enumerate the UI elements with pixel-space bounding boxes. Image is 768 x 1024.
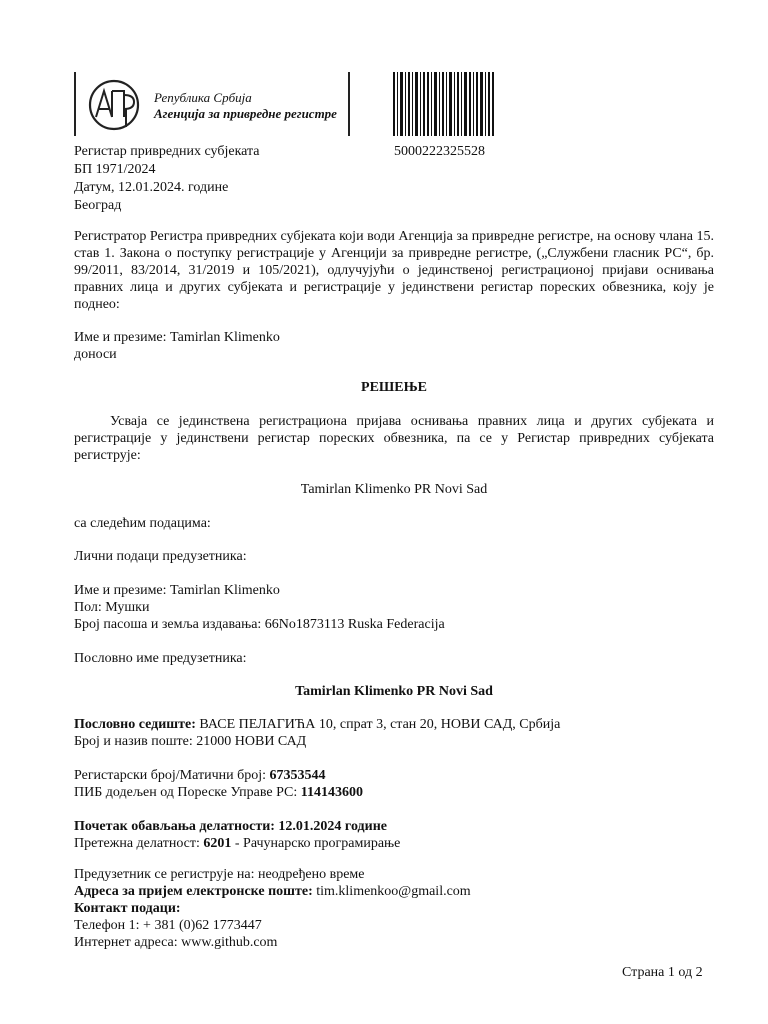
- with-data-line: са следећим подацима:: [74, 516, 211, 531]
- email-label: Адреса за пријем електронске поште:: [74, 884, 313, 899]
- company-name-bold: Tamirlan Klimenko PR Novi Sad: [295, 684, 493, 699]
- seat-value: ВАСЕ ПЕЛАГИЋА 10, спрат 3, стан 20, НОВИ САД, Србија: [199, 717, 561, 732]
- pib-label: ПИБ додељен од Пореске Управе РС:: [74, 785, 298, 800]
- barcode-number: 5000222325528: [394, 144, 485, 159]
- email-line: [74, 883, 471, 900]
- pib-value: 114143600: [300, 785, 364, 800]
- seat-label: Пословно седиште:: [74, 717, 196, 732]
- page-number: Страна 1 од 2: [622, 965, 703, 980]
- personal-passport: Број пасоша и земља издавања: 66No1873113 Ruska Federacija: [74, 617, 445, 632]
- register-name: Регистар привредних субјеката: [74, 144, 260, 159]
- email-value: tim.klimenkoo@gmail.com: [316, 884, 471, 899]
- intro-paragraph: Регистратор Регистра привредних субјеката који води Агенција за привредне регистре, на основу члана 15. став 1. Закона о поступку регистрације у Агенцији за привредне регистре, („Службени гласник РС“, бр. 99/2011, 83/2014, 31/2019 и 105/2021), одлучујући о јединственој регистрационој пријави оснивања правних лица и других субјеката и регистрације у јединствени регистар пореских обвезника, коју је поднео:: [74, 229, 714, 312]
- website-line: Интернет адреса: www.github.com: [74, 935, 278, 950]
- main-activity-desc: - Рачунарско програмирање: [234, 836, 401, 851]
- reg-number-label: Регистарски број/Матични број:: [74, 768, 267, 783]
- company-name-plain: Tamirlan Klimenko PR Novi Sad: [300, 482, 488, 497]
- decision-paragraph: Усваја се јединствена регистрациона пријава оснивања правних лица и других субјеката и регистрације у јединствени регистар пореских обвезника, па се у Регистар привредних субјеката региструје:: [74, 414, 714, 463]
- decision-title: РЕШЕЊЕ: [361, 380, 427, 395]
- seat-line: [74, 716, 560, 733]
- date-line: Датум, 12.01.2024. године: [74, 180, 229, 195]
- main-activity-label: Претежна делатност:: [74, 836, 200, 851]
- personal-sex: Пол: Мушки: [74, 600, 150, 615]
- apr-emblem-icon: [84, 77, 144, 133]
- personal-heading: Лични подаци предузетника:: [74, 549, 247, 564]
- apr-logo-block: [74, 72, 350, 136]
- issues-word: доноси: [74, 347, 117, 362]
- applicant-line: Име и презиме: Tamirlan Klimenko: [74, 330, 280, 345]
- main-activity-code: 6201: [203, 836, 232, 851]
- registration-period-line: Предузетник се региструје на: неодређено време: [74, 867, 365, 882]
- barcode-image: [393, 72, 495, 136]
- main-activity-line: [74, 835, 400, 852]
- personal-name: Име и презиме: Tamirlan Klimenko: [74, 583, 280, 598]
- city-line: Београд: [74, 198, 122, 213]
- case-number: БП 1971/2024: [74, 162, 156, 177]
- logo-agency-text: Агенција за привредне регистре: [154, 106, 337, 121]
- phone-line: Телефон 1: + 381 (0)62 1773447: [74, 918, 262, 933]
- reg-number-line: [74, 767, 326, 784]
- contact-heading: Контакт подаци:: [74, 901, 181, 916]
- post-office-line: Број и назив поште: 21000 НОВИ САД: [74, 734, 307, 749]
- logo-country-text: Република Србија: [154, 90, 252, 105]
- business-name-heading: Пословно име предузетника:: [74, 651, 247, 666]
- activity-start-line: Почетак обављања делатности: 12.01.2024 године: [74, 819, 387, 834]
- pib-line: [74, 784, 363, 801]
- reg-number-value: 67353544: [269, 768, 326, 783]
